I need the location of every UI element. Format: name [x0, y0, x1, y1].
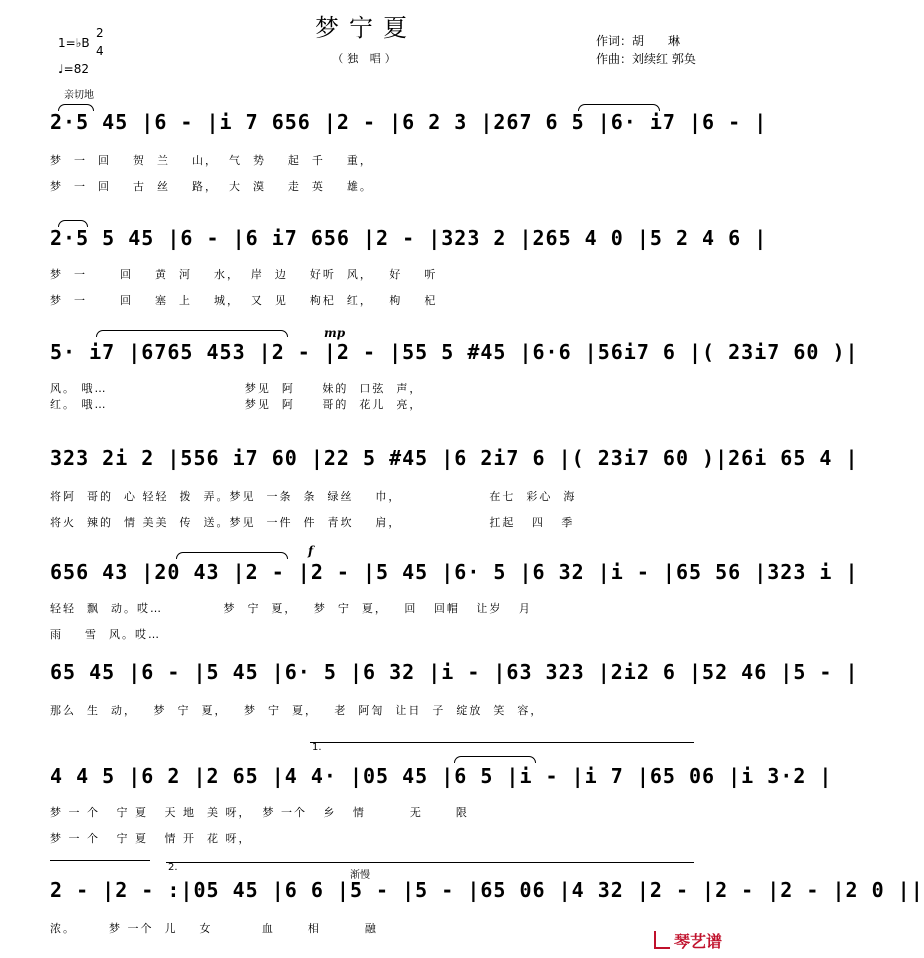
tempo-marking: ♩=82: [58, 62, 89, 76]
dynamic-f: f: [308, 544, 314, 558]
slur: [96, 330, 288, 337]
ritardando-mark: 渐慢: [350, 870, 370, 881]
time-signature-bottom: 4: [96, 44, 104, 58]
slur: [58, 220, 88, 227]
first-ending-bracket: [310, 742, 694, 743]
slur: [578, 104, 660, 111]
first-ending-mark: 1.: [312, 742, 322, 753]
second-ending-mark: 2.: [168, 862, 178, 873]
lyrics-line-7-verse-2: 梦 一 个 宁 夏 情 开 花 呀，: [50, 832, 252, 845]
lyrics-line-7-verse-1: 梦 一 个 宁 夏 天 地 美 呀， 梦 一个 乡 情 无 限: [50, 806, 469, 819]
notation-line-1: 2·5 45 |6 - |i 7 656 |2 - |6 2 3 |267 6 5 |6· i7 |6 - |: [50, 110, 768, 134]
notation-line-4: 323 2i 2 |556 i7 60 |22 5 #45 |6 2i7 6 |( 23i7 60 )|26i 65 4 |: [50, 446, 859, 470]
key-signature: 1=♭B: [58, 36, 90, 50]
time-signature-top: 2: [96, 26, 104, 40]
lyricist-credit: 作词：胡 琳: [596, 34, 681, 48]
site-logo: [654, 929, 722, 952]
lyrics-line-8-verse-1: 浓。 梦 一个 儿 女 血 相 融: [50, 922, 378, 935]
lyrics-line-4-verse-1: 将阿 哥的 心 轻轻 拨 弄。梦见 一条 条 绿丝 巾， 在七 彩心 海: [50, 490, 577, 503]
slur: [58, 104, 94, 111]
logo-icon: [654, 931, 670, 949]
lyrics-line-5-verse-1: 轻轻 飘 动。哎… 梦 宁 夏， 梦 宁 夏， 回 回帽 让岁 月: [50, 602, 532, 615]
lyrics-line-3-verse-1: 风。 哦… 梦见 阿 妹的 口弦 声，: [50, 382, 423, 395]
notation-line-6: 65 45 |6 - |5 45 |6· 5 |6 32 |i - |63 323 |2i2 6 |52 46 |5 - |: [50, 660, 859, 684]
slur: [454, 756, 536, 763]
song-title: 梦宁夏: [315, 14, 417, 42]
lyrics-line-6-verse-1: 那么 生 动， 梦 宁 夏， 梦 宁 夏， 老 阿訇 让日 子 绽放 笑 容，: [50, 704, 544, 717]
logo-text: 琴艺谱: [673, 932, 722, 951]
second-ending-bracket: [166, 862, 694, 863]
dynamic-mp: mp: [324, 326, 346, 340]
lyrics-line-4-verse-2: 将火 辣的 情 美美 传 送。梦见 一件 件 青坎 肩， 扛起 四 季: [50, 516, 575, 529]
lyrics-line-1-verse-2: 梦 一 回 古 丝 路， 大 漠 走 英 雄。: [50, 180, 373, 193]
performance-note: （独 唱）: [332, 52, 400, 65]
composer-credit: 作曲：刘续红 郭奂: [596, 52, 696, 66]
lyrics-line-5-verse-2: 雨 雪 风。哎…: [50, 628, 161, 641]
expression-marking: 亲切地: [64, 90, 94, 101]
lyrics-line-1-verse-1: 梦 一 回 贺 兰 山， 气 势 起 千 重，: [50, 154, 373, 167]
lyrics-line-2-verse-1: 梦 一 回 黄 河 水， 岸 边 好听 风， 好 听: [50, 268, 438, 281]
notation-line-8: 2 - |2 - :|05 45 |6 6 |5 - |5 - |65 06 |4 32 |2 - |2 - |2 - |2 0 ||: [50, 878, 924, 902]
lyrics-line-2-verse-2: 梦 一 回 塞 上 城， 又 见 枸杞 红， 枸 杞: [50, 294, 438, 307]
notation-line-5: 656 43 |20 43 |2 - |2 - |5 45 |6· 5 |6 32 |i - |65 56 |323 i |: [50, 560, 859, 584]
lyrics-line-3-verse-2: 红。 哦… 梦见 阿 哥的 花儿 亮，: [50, 398, 423, 411]
repeat-bracket: [50, 860, 150, 861]
notation-line-3: 5· i7 |6765 453 |2 - |2 - |55 5 #45 |6·6 |56i7 6 |( 23i7 60 )|: [50, 340, 859, 364]
notation-line-7: 4 4 5 |6 2 |2 65 |4 4· |05 45 |6 5 |i - |i 7 |65 06 |i 3·2 |: [50, 764, 833, 788]
slur: [176, 552, 288, 559]
notation-line-2: 2·5 5 45 |6 - |6 i7 656 |2 - |323 2 |265 4 0 |5 2 4 6 |: [50, 226, 768, 250]
